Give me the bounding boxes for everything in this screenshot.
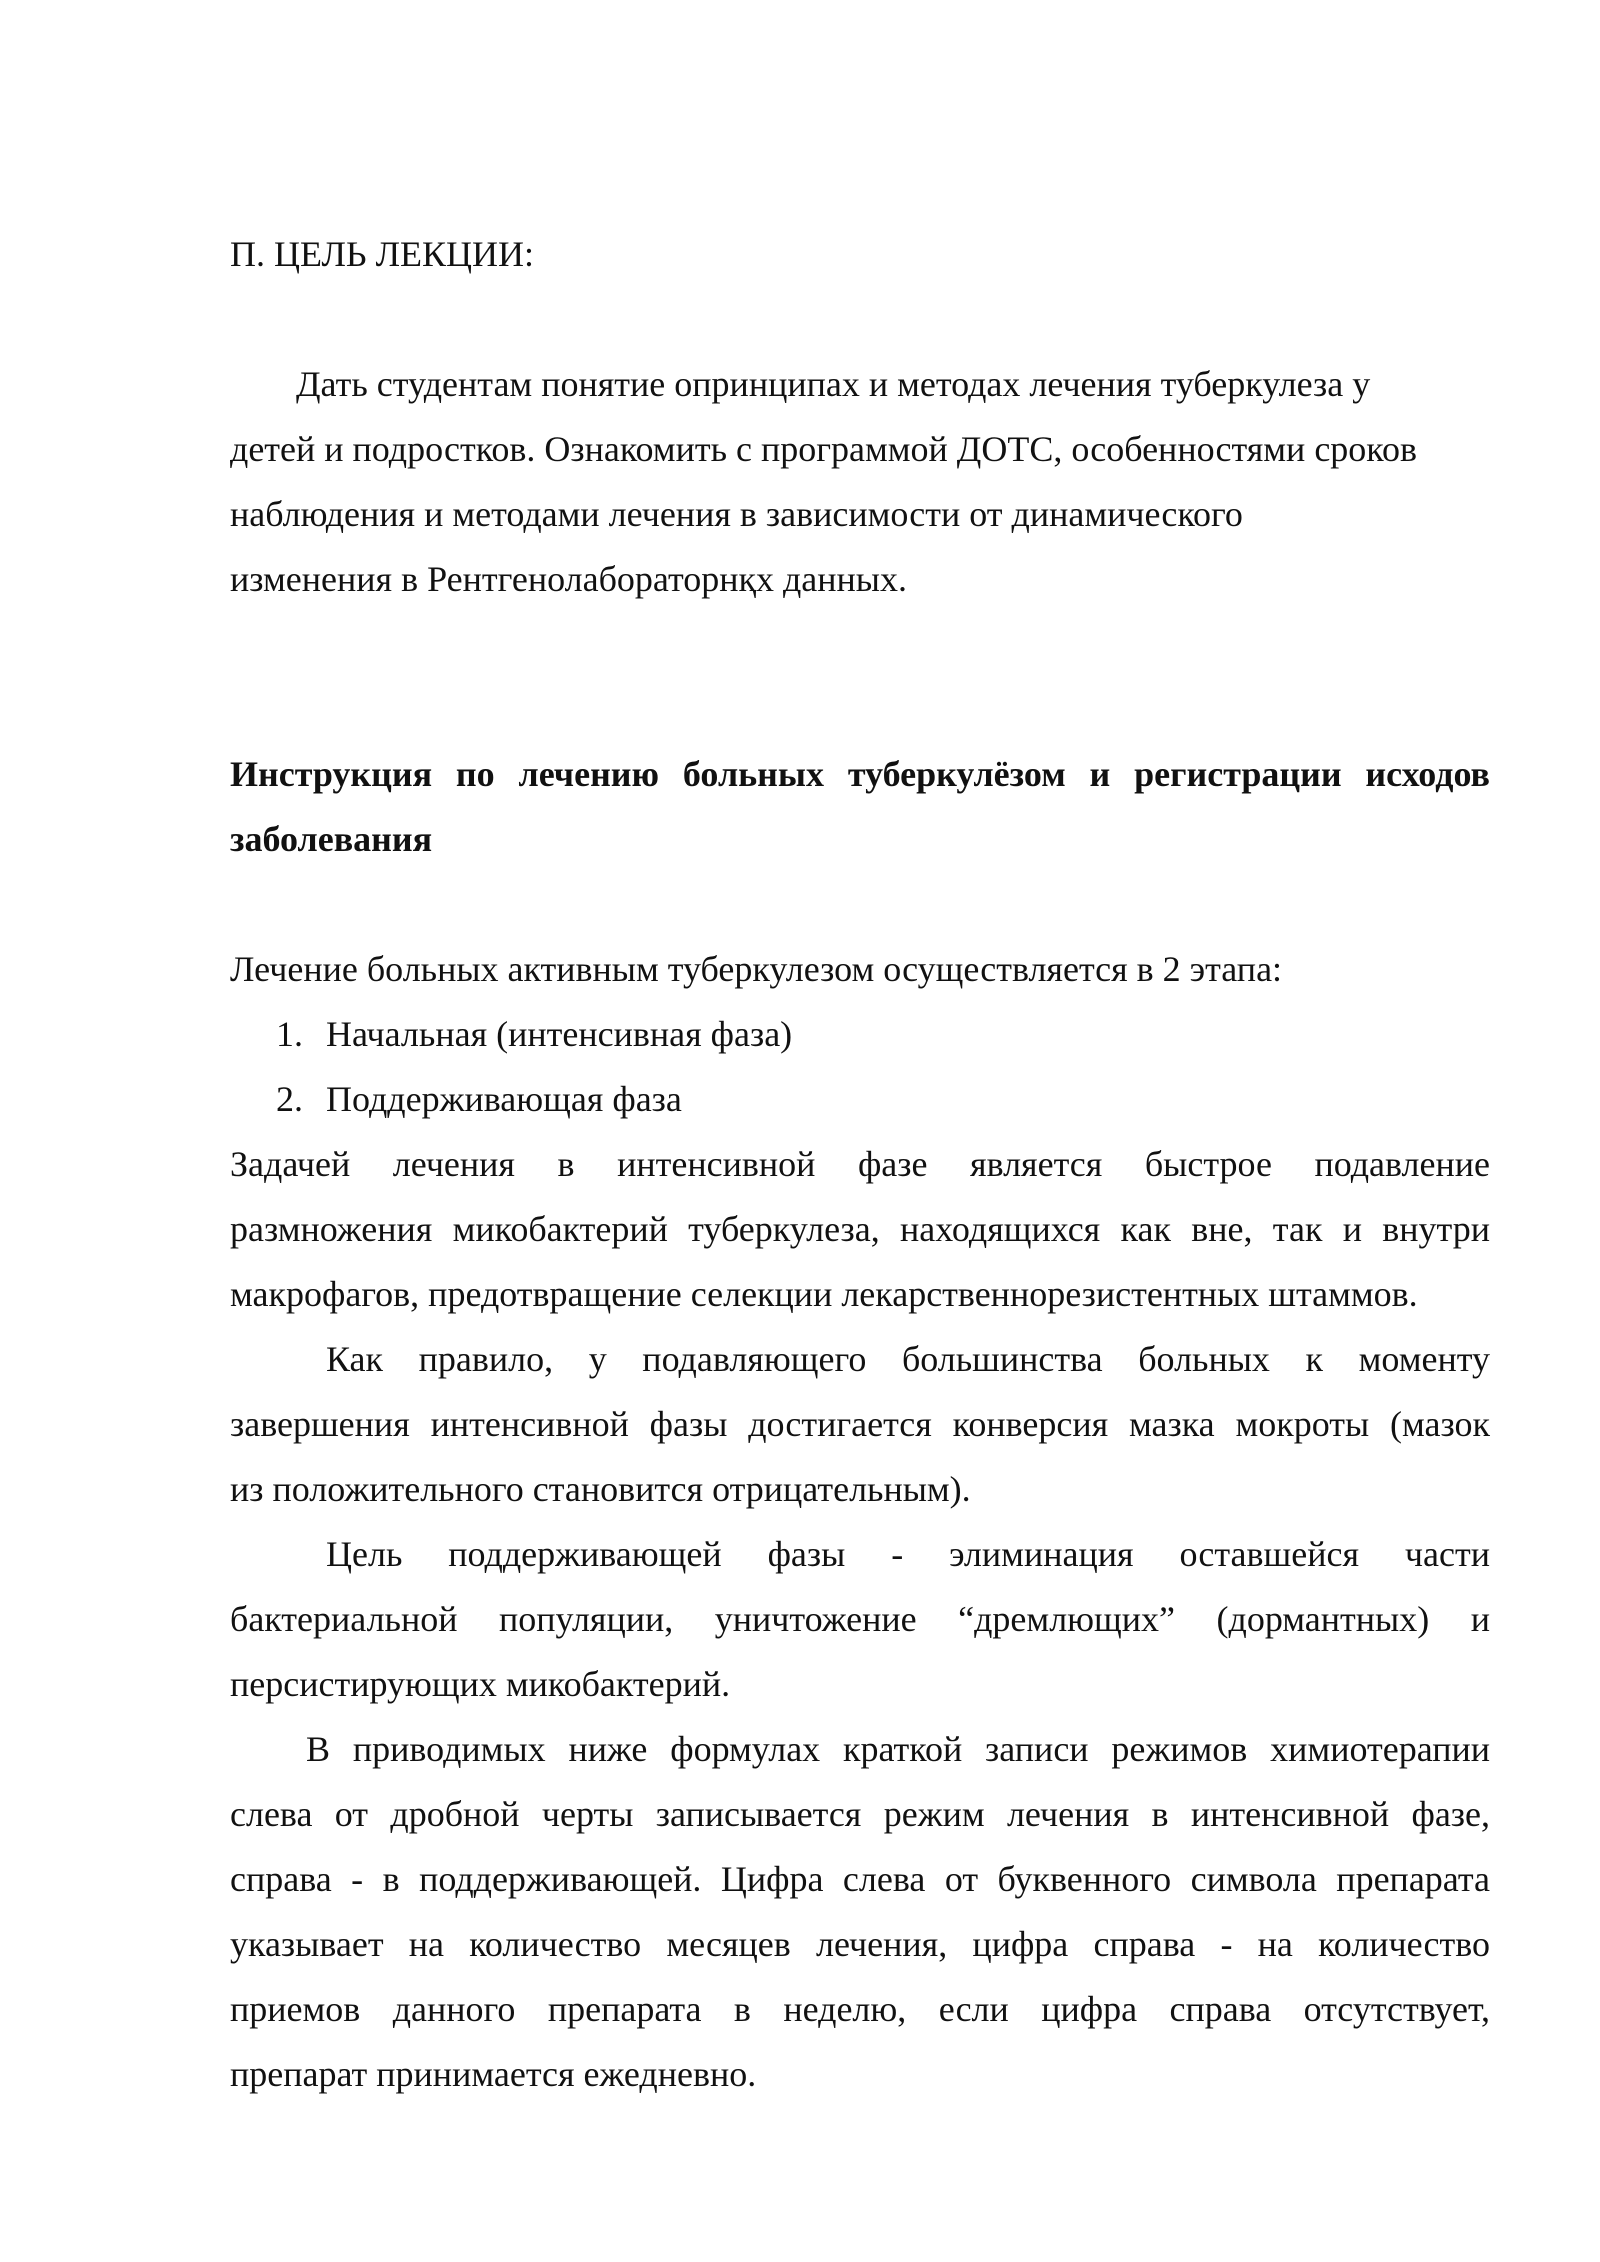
instruction-title-line-1: Инструкция по лечению больных туберкулёзом и регистрации исходов — [230, 754, 1490, 794]
formulas-line-4: указывает на количество месяцев лечения, цифра справа - на количество — [230, 1924, 1490, 1964]
intensive-task-line-2: размножения микобактерий туберкулеза, находящихся как вне, так и внутри — [230, 1209, 1490, 1249]
formulas-line-1: В приводимых ниже формулах краткой записи режимов химиотерапии — [306, 1729, 1490, 1769]
formulas-line-6: препарат принимается ежедневно. — [230, 2054, 757, 2094]
maintenance-goal-line-1: Цель поддерживающей фазы - элиминация оставшейся части — [326, 1534, 1490, 1574]
treatment-intro: Лечение больных активным туберкулезом осуществляется в 2 этапа: — [230, 949, 1283, 989]
formulas-line-2: слева от дробной черты записывается режим лечения в интенсивной фазе, — [230, 1794, 1490, 1834]
instruction-title-line-2: заболевания — [230, 819, 433, 859]
section-heading: П. ЦЕЛЬ ЛЕКЦИИ: — [230, 234, 535, 274]
phase-1-number: 1. — [276, 1014, 303, 1054]
purpose-line-2: детей и подростков. Ознакомить с программой ДОТС, особенностями сроков — [230, 429, 1417, 469]
intensive-task-line-3: макрофагов, предотвращение селекции лекарственнорезистентных штаммов. — [230, 1274, 1418, 1314]
purpose-line-1: Дать студентам понятие опринципах и методах лечения туберкулеза у — [296, 364, 1371, 404]
conversion-line-1: Как правило, у подавляющего большинства больных к моменту — [326, 1339, 1490, 1379]
phase-1-label: Начальная (интенсивная фаза) — [326, 1014, 793, 1054]
conversion-line-3: из положительного становится отрицательным). — [230, 1469, 971, 1509]
purpose-line-4: изменения в Рентгенолабораторнқх данных. — [230, 559, 907, 599]
maintenance-goal-line-2: бактериальной популяции, уничтожение “дремлющих” (дормантных) и — [230, 1599, 1490, 1639]
purpose-line-3: наблюдения и методами лечения в зависимости от динамического — [230, 494, 1243, 534]
intensive-task-line-1: Задачей лечения в интенсивной фазе является быстрое подавление — [230, 1144, 1490, 1184]
phase-2-number: 2. — [276, 1079, 303, 1119]
formulas-line-5: приемов данного препарата в неделю, если цифра справа отсутствует, — [230, 1989, 1490, 2029]
phase-2-label: Поддерживающая фаза — [326, 1079, 682, 1119]
conversion-line-2: завершения интенсивной фазы достигается конверсия мазка мокроты (мазок — [230, 1404, 1490, 1444]
maintenance-goal-line-3: персистирующих микобактерий. — [230, 1664, 731, 1704]
formulas-line-3: справа - в поддерживающей. Цифра слева от буквенного символа препарата — [230, 1859, 1490, 1899]
